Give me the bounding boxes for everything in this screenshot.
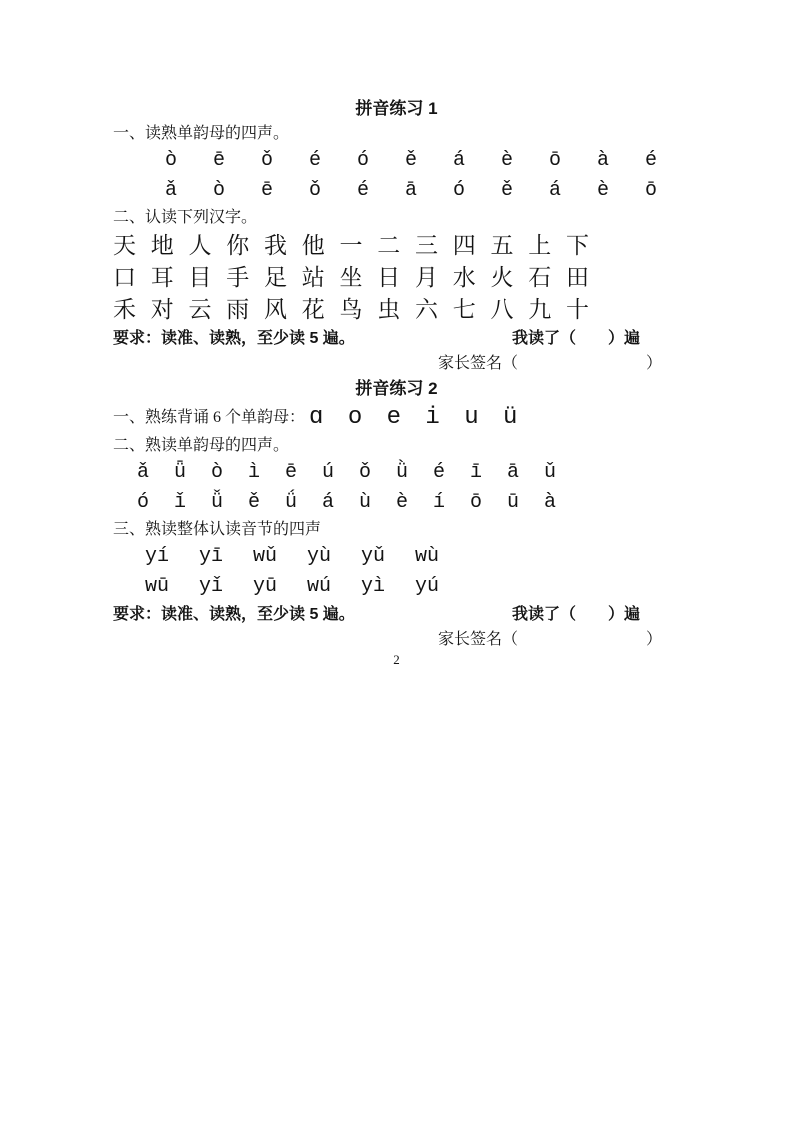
hanzi-row: 天 地 人 你 我 他 一 二 三 四 五 上 下 [113, 233, 589, 258]
practice-2-section-1-line [113, 402, 680, 434]
syllable-row: wū yǐ yū wú yì yú [145, 575, 440, 598]
pinyin-row: ó ǐ ǚ ě ǘ á ù è í ō ū à [137, 491, 557, 514]
requirement-text: 要求：读准、读熟，至少读 5 遍。 [113, 330, 355, 347]
syllable-row: yí yī wǔ yù yǔ wù [145, 545, 440, 568]
parent-signature-line: 家长签名（ ） [437, 355, 662, 372]
practice-1-section-1-heading: 一、读熟单韵母的四声。 [113, 125, 290, 142]
single-vowel-letters: ɑ o e i u ü [309, 404, 518, 431]
practice-2-section-1-heading: 一、熟练背诵 6 个单韵母： [113, 409, 306, 426]
practice-1-requirement-row [113, 326, 680, 352]
practice-1-section-2-heading: 二、认读下列汉字。 [113, 209, 258, 226]
hanzi-row: 口 耳 目 手 足 站 坐 日 月 水 火 石 田 [113, 265, 589, 290]
pinyin-row: ǎ ǖ ò ì ē ú ǒ ǜ é ī ā ǔ [137, 461, 557, 484]
read-count-text: 我读了（ ）遍 [511, 330, 640, 347]
practice-2-title: 拼音练习 2 [355, 379, 438, 398]
read-count-text: 我读了（ ）遍 [511, 606, 640, 623]
practice-2-requirement-row [113, 602, 680, 628]
practice-1-title: 拼音练习 1 [355, 99, 438, 118]
hanzi-row: 禾 对 云 雨 风 花 鸟 虫 六 七 八 九 十 [113, 297, 589, 322]
practice-2-section-3-heading: 三、熟读整体认读音节的四声 [113, 521, 322, 538]
parent-signature-line: 家长签名（ ） [437, 631, 662, 648]
pinyin-row: ò ē ǒ é ó ě á è ō à é [165, 149, 658, 172]
requirement-text: 要求：读准、读熟，至少读 5 遍。 [113, 606, 355, 623]
pinyin-row: ǎ ò ē ǒ é ā ó ě á è ō [165, 179, 658, 202]
practice-2-section-2-heading: 二、熟读单韵母的四声。 [113, 437, 290, 454]
page-number: 2 [393, 652, 400, 667]
